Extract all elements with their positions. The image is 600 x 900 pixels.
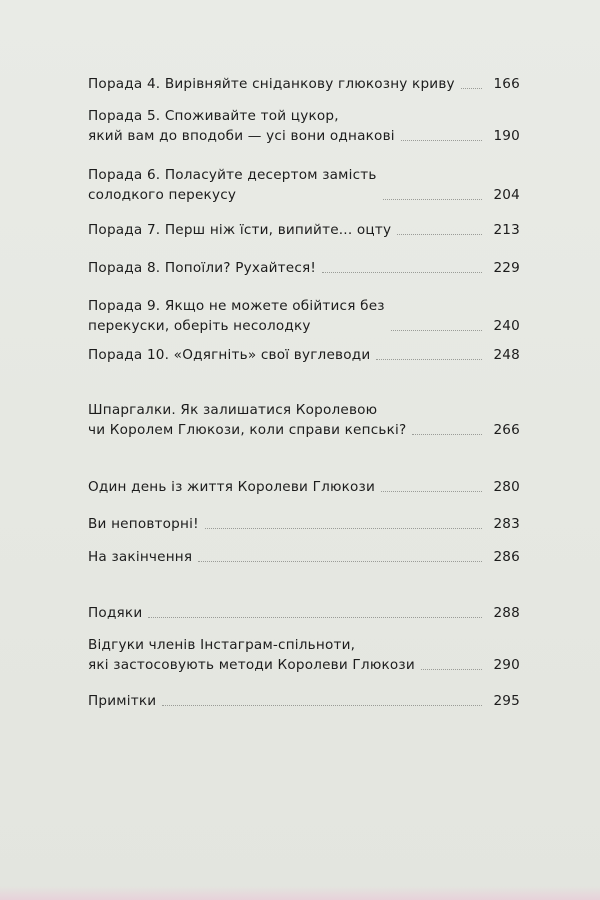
toc-entry-title [88,635,415,675]
toc-entry-title-line: Порада 7. Перш ніж їсти, випийте... оцту [88,222,392,238]
toc-page-number: 288 [493,605,520,621]
toc-entry-title-line: Порада 8. Попоїли? Рухайтеся! [88,260,317,276]
dot-leader [198,561,482,562]
toc-entry-title-line: солодкого перекусу [88,187,237,203]
toc-entry [88,296,520,336]
toc-entry-title-line: На закінчення [88,549,193,565]
toc-entry [88,220,520,240]
toc-page-number: 286 [493,549,520,565]
toc-entry [88,258,520,278]
dot-leader [148,617,482,618]
toc-page-number: 229 [493,260,520,276]
toc-entry-title-line: Порада 9. Якщо не можете обійтися без [88,298,385,314]
dot-leader [322,272,482,273]
toc-entry [88,635,520,675]
toc-entry-title-line: Подяки [88,605,143,621]
toc-entry [88,106,520,146]
toc-entry-title-line: Ви неповторні! [88,516,199,532]
toc-entry-title [88,514,199,534]
toc-entry-title-line: Порада 6. Поласуйте десертом замість [88,167,377,183]
toc-page-number: 240 [493,318,520,334]
dot-leader [401,140,482,141]
toc-entry-title-line: який вам до вподоби — усі вони однакові [88,128,395,144]
dot-leader [205,528,482,529]
dot-leader [381,491,482,492]
toc-entry [88,603,520,623]
toc-entry-title [88,345,370,365]
dot-leader [461,88,482,89]
toc-page-number: 213 [493,222,520,238]
dot-leader [412,434,482,435]
toc-page-number: 280 [493,479,520,495]
toc-entry-title [88,400,406,440]
toc-entry-title [88,74,455,94]
toc-entry [88,547,520,567]
toc-page-number: 290 [493,657,520,673]
toc-entry-title-line: Порада 5. Споживайте той цукор, [88,108,339,124]
toc-entry-title-line: Примітки [88,693,157,709]
dot-leader [162,705,482,706]
dot-leader [397,234,482,235]
toc-entry-title-line: Порада 10. «Одягніть» свої вуглеводи [88,347,371,363]
toc-entry [88,477,520,497]
toc-page-number: 266 [493,422,520,438]
toc-page-number: 248 [493,347,520,363]
dot-leader [383,199,482,200]
page-edge [0,886,600,900]
toc-entry-title [88,691,156,711]
toc-entry-title [88,296,385,336]
toc-entry-title [88,220,391,240]
toc-entry-title-line: Відгуки членів Інстаграм-спільноти, [88,637,356,653]
toc-entry-title-line: чи Королем Глюкози, коли справи кепські? [88,422,407,438]
toc-entry [88,400,520,440]
toc-entry [88,165,520,205]
toc-entry [88,691,520,711]
toc-entry-title [88,603,142,623]
toc-entry-title [88,106,395,146]
toc-entry-title [88,258,316,278]
dot-leader [391,330,482,331]
toc-entry [88,345,520,365]
toc-entry [88,514,520,534]
toc-entry-title-line: Один день із життя Королеви Глюкози [88,479,376,495]
toc-entry-title [88,165,377,205]
toc-page-number: 166 [493,76,520,92]
toc-entry-title [88,547,192,567]
toc-entry-title-line: перекуски, оберіть несолодку [88,318,311,334]
toc-entry-title-line: Шпаргалки. Як залишатися Королевою [88,402,378,418]
toc-entry-title-line: Порада 4. Вирівняйте сніданкову глюкозну криву [88,76,455,92]
toc-page-number: 190 [493,128,520,144]
dot-leader [376,359,482,360]
toc-entry-title-line: які застосовують методи Королеви Глюкози [88,657,415,673]
toc-page-number: 295 [493,693,520,709]
toc-page-number: 204 [493,187,520,203]
toc-entry [88,74,520,94]
dot-leader [421,669,482,670]
toc-page-number: 283 [493,516,520,532]
toc-entry-title [88,477,375,497]
